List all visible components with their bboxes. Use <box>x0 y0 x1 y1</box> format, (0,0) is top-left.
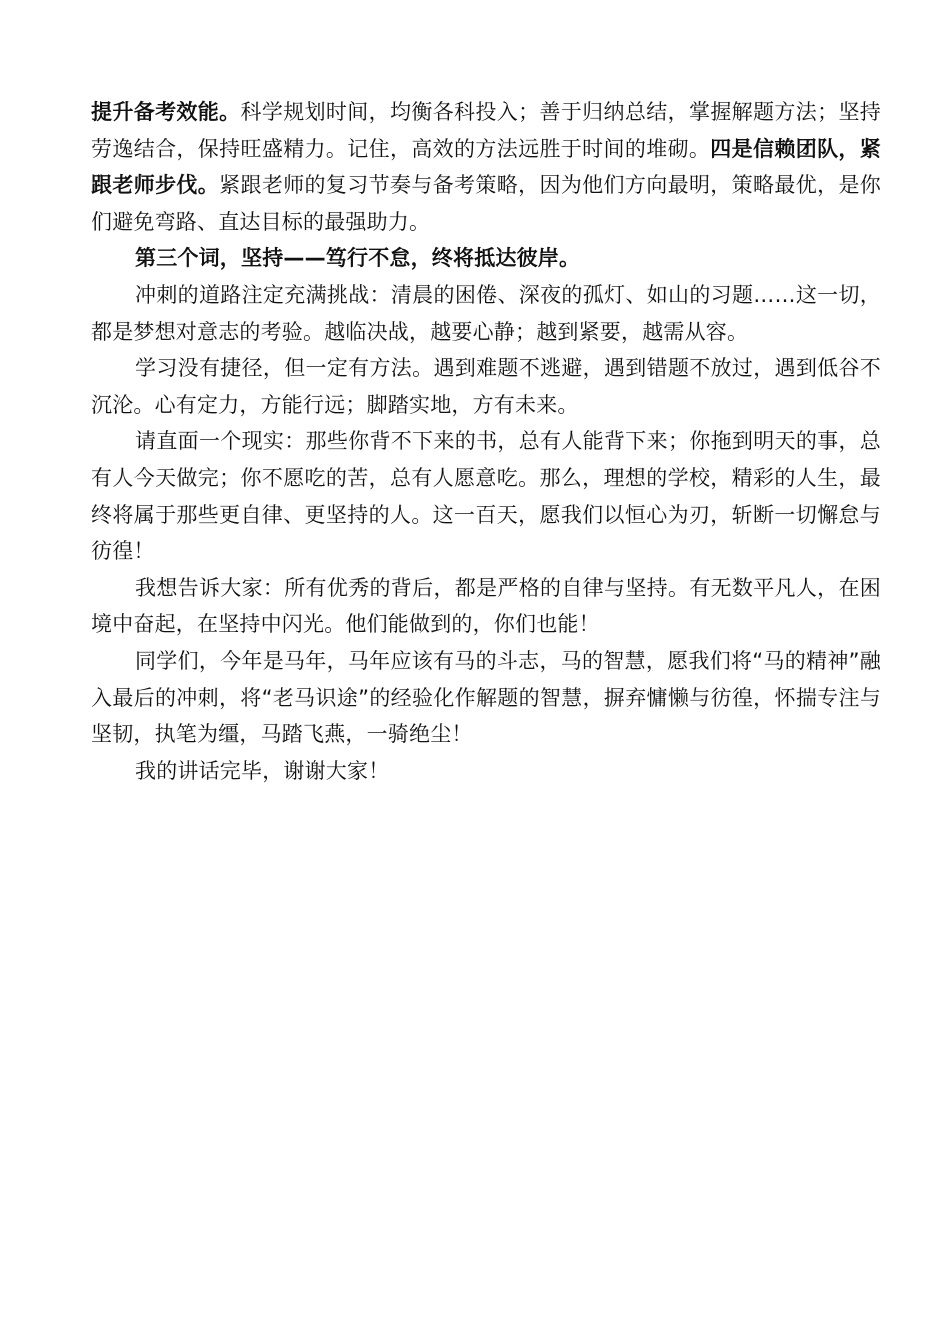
paragraph-study-method: 学习没有捷径，但一定有方法。遇到难题不逃避，遇到错题不放过，遇到低谷不沉沦。心有定力，方能行远；脚踏实地，方有未来。 <box>91 356 881 417</box>
paragraph-text: 科学规划时间，均衡各科投入；善于归纳总结，掌握解题方法；坚持劳逸结合，保持旺盛精力。记住，高效的方法远胜于时间的堆砌。 <box>91 100 882 161</box>
section-heading-persistence: 第三个词，坚持——笃行不怠，终将抵达彼岸。 <box>135 246 581 271</box>
paragraph-closing: 我的讲话完毕，谢谢大家！ <box>135 758 390 783</box>
paragraph-face-reality: 请直面一个现实：那些你背不下来的书，总有人能背下来；你拖到明天的事，总有人今天做完；你不愿吃的苦，总有人愿意吃。那么，理想的学校，精彩的人生，最终将属于那些更自律、更坚持的人。这一百天，愿我们以恒心为刃，斩断一切懈怠与彷徨！ <box>91 429 881 564</box>
bold-heading-exam-efficiency: 提升备考效能。 <box>91 100 241 124</box>
paragraph-text: 紧跟老师的复习节奏与备考策略，因为他们方向最明，策略最优，是你们避免弯路、直达目标的最强助力。 <box>91 173 881 234</box>
paragraph-exam-efficiency <box>91 94 881 240</box>
document-body <box>91 94 881 789</box>
paragraph-sprint-challenge: 冲刺的道路注定充满挑战：清晨的困倦、深夜的孤灯、如山的习题……这一切，都是梦想对意志的考验。越临决战，越要心静；越到紧要，越需从容。 <box>91 282 881 344</box>
bold-heading-trust-team: 四是信赖团队，紧跟老师步伐。 <box>91 136 881 198</box>
paragraph-discipline: 我想告诉大家：所有优秀的背后，都是严格的自律与坚持。有无数平凡人，在困境中奋起，在坚持中闪光。他们能做到的，你们也能！ <box>91 575 881 637</box>
paragraph-year-of-horse: 同学们，今年是马年，马年应该有马的斗志，马的智慧，愿我们将“马的精神”融入最后的冲刺，将“老马识途”的经验化作解题的智慧，摒弃慵懒与彷徨，怀揣专注与坚韧，执笔为缰，马踏飞燕，一骑绝尘！ <box>91 648 881 747</box>
